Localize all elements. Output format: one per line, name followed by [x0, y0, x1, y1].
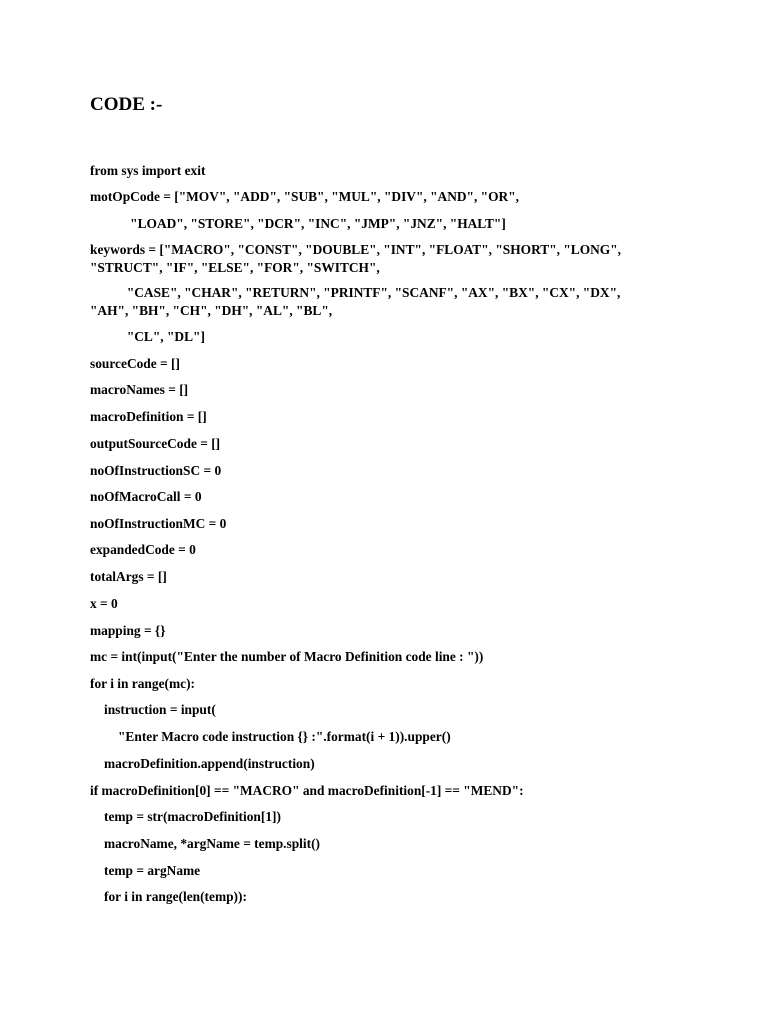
code-line: sourceCode = [] — [90, 356, 180, 371]
code-line: "LOAD", "STORE", "DCR", "INC", "JMP", "JNZ", "HALT"] — [90, 216, 506, 231]
code-line: noOfInstructionSC = 0 — [90, 463, 222, 478]
code-line: macroDefinition = [] — [90, 409, 207, 424]
code-line: if macroDefinition[0] == "MACRO" and macroDefinition[-1] == "MEND": — [90, 783, 524, 798]
code-line: macroNames = [] — [90, 382, 189, 397]
code-line: outputSourceCode = [] — [90, 436, 221, 451]
code-line: mc = int(input("Enter the number of Macro Definition code line : ")) — [90, 649, 484, 664]
code-line: "CASE", "CHAR", "RETURN", "PRINTF", "SCANF", "AX", "BX", "CX", "DX", "AH", "BH", "CH", "DH", "AL", "BL", — [90, 285, 621, 318]
code-line: for i in range(mc): — [90, 676, 195, 691]
code-line: mapping = {} — [90, 623, 166, 638]
code-line: instruction = input( — [104, 702, 216, 717]
code-line: macroDefinition.append(instruction) — [104, 756, 315, 771]
code-line: expandedCode = 0 — [90, 542, 196, 557]
code-line: temp = str(macroDefinition[1]) — [104, 809, 281, 824]
code-line: totalArgs = [] — [90, 569, 167, 584]
code-line: from sys import exit — [90, 163, 206, 178]
code-line: motOpCode = ["MOV", "ADD", "SUB", "MUL", "DIV", "AND", "OR", — [90, 189, 519, 204]
code-line: for i in range(len(temp)): — [104, 889, 247, 904]
code-line: temp = argName — [104, 863, 201, 878]
code-line: x = 0 — [90, 596, 118, 611]
code-line: "CL", "DL"] — [90, 329, 205, 344]
code-line: noOfInstructionMC = 0 — [90, 516, 227, 531]
code-line: noOfMacroCall = 0 — [90, 489, 202, 504]
code-line: keywords = ["MACRO", "CONST", "DOUBLE", "INT", "FLOAT", "SHORT", "LONG", "STRUCT", "IF", "ELSE", "FOR", "SWITCH", — [90, 242, 621, 275]
code-line: "Enter Macro code instruction {} :".format(i + 1)).upper() — [118, 729, 451, 744]
code-line: macroName, *argName = temp.split() — [104, 836, 320, 851]
document-heading: CODE :- — [90, 94, 163, 115]
